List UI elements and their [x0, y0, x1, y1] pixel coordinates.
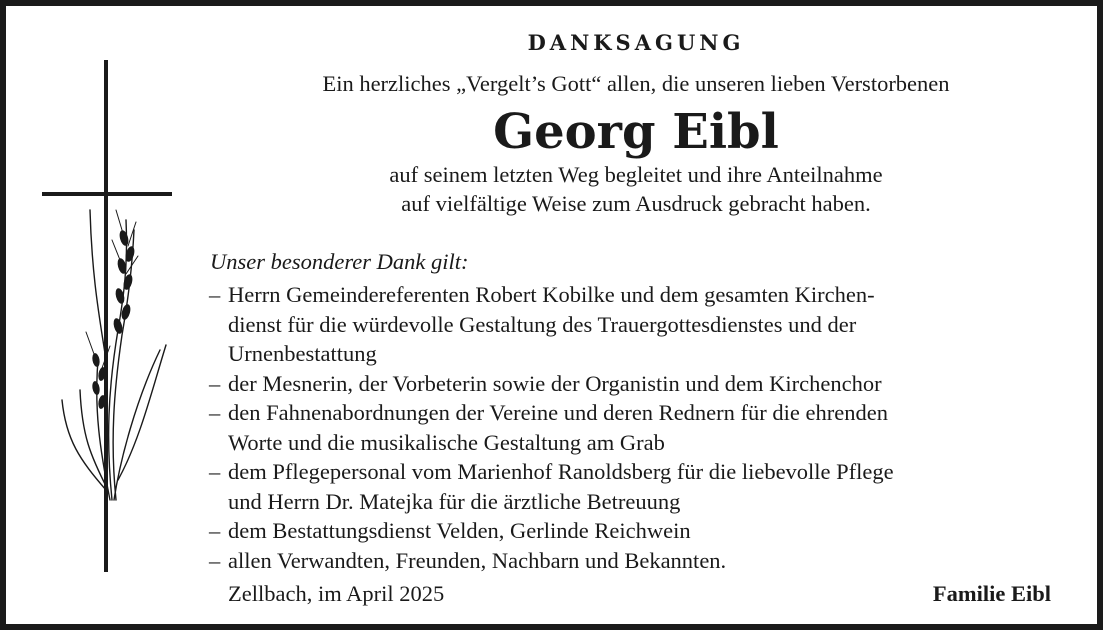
list-item [209, 369, 1089, 399]
list-item [209, 280, 1089, 369]
cross-with-wheat-icon [40, 60, 172, 572]
thanks-subheading: Unser besonderer Dank gilt: [210, 249, 469, 274]
intro-text: Ein herzliches „Vergelt’s Gott“ allen, die unseren lieben Verstorbenen [322, 71, 950, 96]
list-item-text: der Mesnerin, der Vorbeterin sowie der Organistin und dem Kirchenchor [228, 370, 882, 396]
list-item-text: Herrn Gemeindereferenten Robert Kobilke und dem gesamten Kirchen- dienst für die würdevolle Gestaltung des Trauergottesdienstes und der Urnenbestattung [228, 282, 875, 366]
thanks-line-2: auf vielfältige Weise zum Ausdruck gebracht haben. [401, 191, 871, 216]
notice-heading: DANKSAGUNG [527, 30, 745, 55]
notice-header [176, 26, 1096, 218]
signature: Familie Eibl [932, 581, 1051, 606]
list-item-text: den Fahnenabordnungen der Vereine und deren Rednern für die ehrenden Worte und die musikalische Gestaltung am Grab [228, 400, 888, 455]
thanks-list [209, 280, 1089, 575]
list-item [209, 398, 1089, 457]
place-and-date: Zellbach, im April 2025 [228, 581, 445, 606]
thanks-line-1: auf seinem letzten Weg begleitet und ihre Anteilnahme [389, 162, 883, 187]
list-item-text: allen Verwandten, Freunden, Nachbarn und Bekannten. [228, 547, 727, 573]
deceased-name: Georg Eibl [493, 104, 779, 160]
list-item [209, 546, 1089, 576]
list-item-text: dem Pflegepersonal vom Marienhof Ranoldsberg für die liebevolle Pflege und Herrn Dr. Matejka für die ärztliche Betreuung [228, 459, 894, 514]
list-item [209, 457, 1089, 516]
list-item-text: dem Bestattungsdienst Velden, Gerlinde Reichwein [228, 518, 691, 543]
list-item [209, 516, 1089, 546]
